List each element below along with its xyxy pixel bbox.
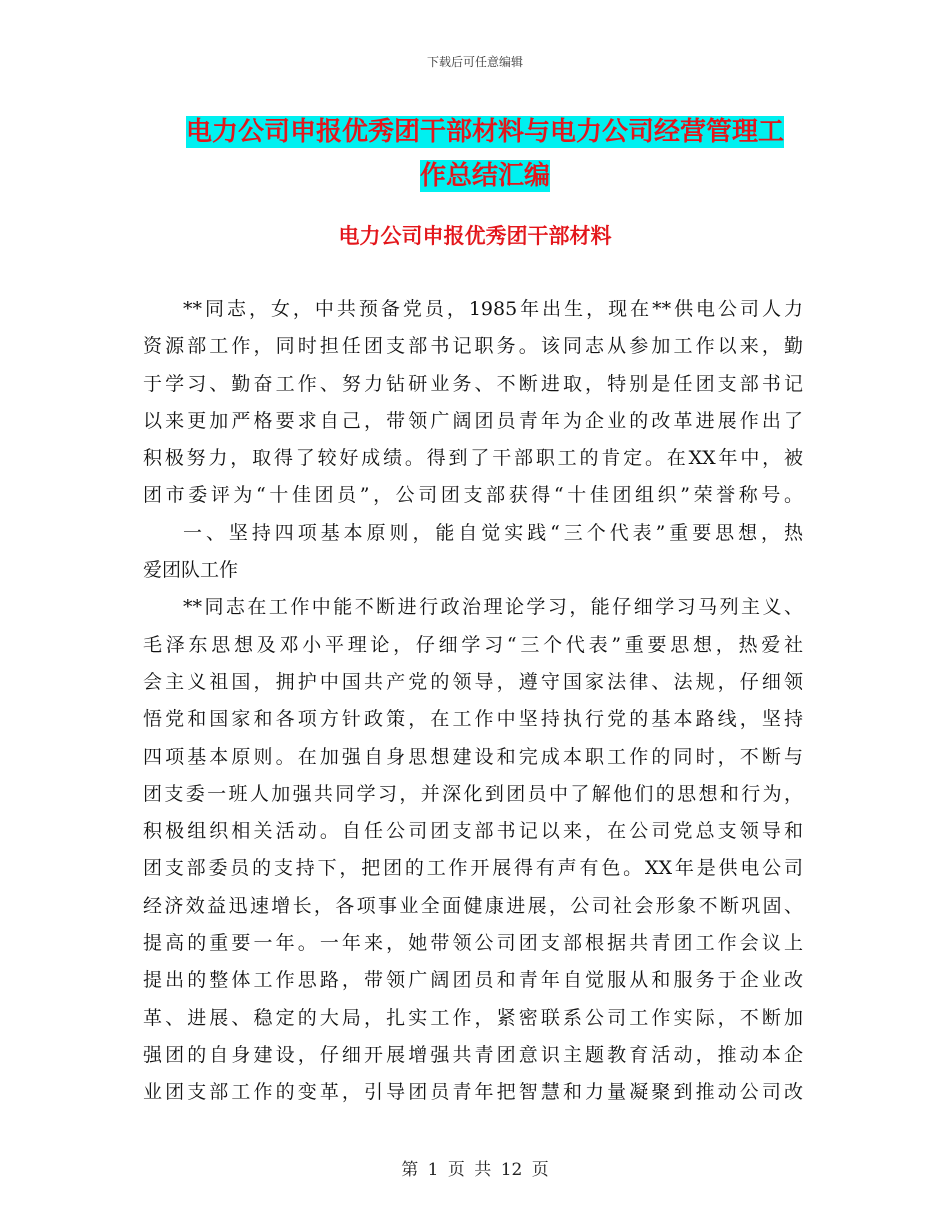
section-title: 电力公司申报优秀团干部材料 bbox=[338, 224, 612, 248]
body-line: 团支委一班人加强共同学习，并深化到团员中了解他们的思想和行为， bbox=[143, 782, 803, 805]
body-line: 业团支部工作的变革，引导团员青年把智慧和力量凝聚到推动公司改 bbox=[143, 1081, 803, 1104]
body-line: 毛泽东思想及邓小平理论，仔细学习“三个代表”重要思想，热爱社 bbox=[143, 633, 803, 656]
body-line: 爱团队工作 bbox=[143, 559, 239, 582]
document-title-line-1: 电力公司申报优秀团干部材料与电力公司经营管理工 bbox=[185, 117, 784, 147]
body-line: 提出的整体工作思路，带领广阔团员和青年自觉服从和服务于企业改 bbox=[143, 969, 803, 992]
body-line: 提高的重要一年。一年来，她带领公司团支部根据共青团工作会议上 bbox=[143, 932, 803, 955]
body-line: 资源部工作，同时担任团支部书记职务。该同志从参加工作以来，勤 bbox=[143, 335, 803, 358]
body-line: 积极努力，取得了较好成绩。得到了干部职工的肯定。在XX年中，被 bbox=[143, 447, 803, 470]
body-line: 团市委评为“十佳团员”，公司团支部获得“十佳团组织”荣誉称号。 bbox=[143, 484, 803, 507]
body-line: 经济效益迅速增长，各项事业全面健康进展，公司社会形象不断巩固、 bbox=[143, 894, 803, 917]
body-line: 一、坚持四项基本原则，能自觉实践“三个代表”重要思想，热 bbox=[183, 521, 803, 544]
body-line: **同志，女，中共预备党员，1985年出生，现在**供电公司人力 bbox=[183, 298, 803, 320]
body-line: **同志在工作中能不断进行政治理论学习，能仔细学习马列主义、 bbox=[183, 596, 803, 619]
body-line: 会主义祖国，拥护中国共产党的领导，遵守国家法律、法规，仔细领 bbox=[143, 670, 803, 693]
page-number-footer: 第 1 页 共 12 页 bbox=[401, 1160, 549, 1180]
body-line: 积极组织相关活动。自任公司团支部书记以来，在公司党总支领导和 bbox=[143, 820, 803, 843]
body-line: 于学习、勤奋工作、努力钻研业务、不断进取，特别是任团支部书记 bbox=[143, 372, 803, 395]
document-title-line-2: 作总结汇编 bbox=[419, 161, 550, 191]
body-line: 团支部委员的支持下，把团的工作开展得有声有色。XX年是供电公司 bbox=[143, 857, 803, 880]
body-line: 以来更加严格要求自己，带领广阔团员青年为企业的改革进展作出了 bbox=[143, 409, 803, 432]
body-line: 四项基本原则。在加强自身思想建设和完成本职工作的同时，不断与 bbox=[143, 745, 803, 768]
body-line: 强团的自身建设，仔细开展增强共青团意识主题教育活动，推动本企 bbox=[143, 1043, 803, 1066]
page-header-note: 下载后可任意编辑 bbox=[426, 55, 523, 69]
body-line: 悟党和国家和各项方针政策，在工作中坚持执行党的基本路线，坚持 bbox=[143, 708, 803, 731]
body-text bbox=[143, 291, 803, 1112]
body-line: 革、进展、稳定的大局，扎实工作，紧密联系公司工作实际，不断加 bbox=[143, 1006, 803, 1029]
document-title bbox=[150, 110, 820, 198]
